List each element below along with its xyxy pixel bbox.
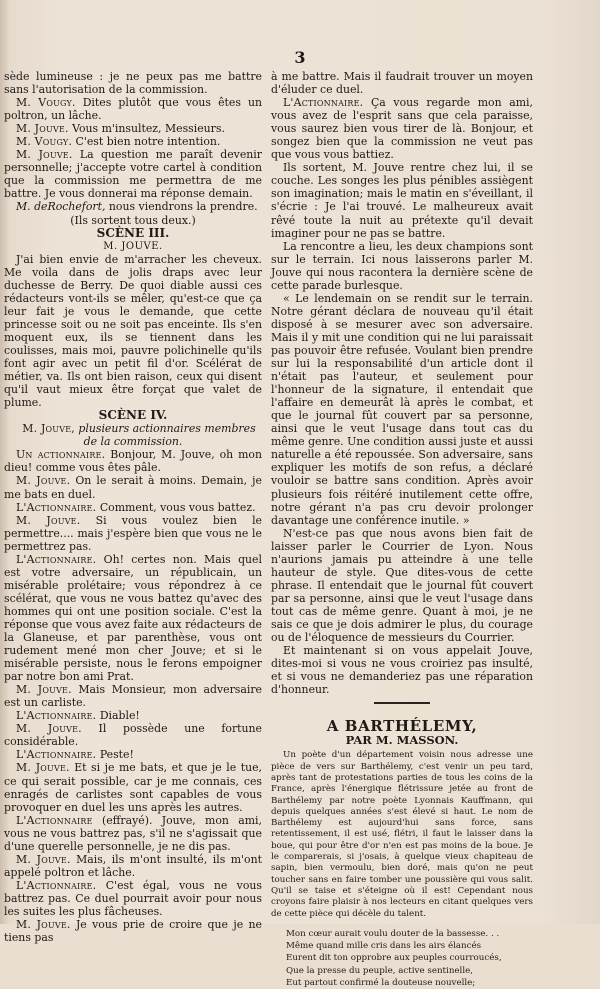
speaker-name: L'Actionnaire.: [16, 878, 97, 892]
verse-line: Même quand mille cris dans les airs élancés: [286, 941, 482, 952]
page-number: 3: [294, 48, 306, 67]
paragraph: « Le lendemain on se rendit sur le terrain. Notre gérant déclara de nouveau qu'il était disposé à se mesurer avec son adversaire. Mais il y mit une condition qui ne lui paraissait pas pouvoir être refusée. Voulant bien prendre sur lui la responsabilité d'un article dont il n'était pas l'auteur, et seulement pour l'honneur de la signature, il entendait que l'affaire en demeurât là après le combat, et que le journal fût couvert par sa personne, ainsi que le veut l'usage dans tout cas du même genre. Une condition aussi juste et aussi naturelle a été repoussée. Son adversaire, sans expliquer les motifs de son refus, a déclaré vouloir se battre sans condition. Après avoir plusieurs fois réitéré inutilement cette offre, notre gérant n'a pas cru devoir prolonger davantage une conférence inutile. »: [271, 291, 533, 527]
speaker-name: M. Jouve.: [16, 683, 72, 697]
scene-heading: SCÈNE IV.: [98, 408, 168, 423]
dialogue-line: M. Vougy. Dites plutôt que vous êtes un poltron, un lâche.: [4, 96, 262, 123]
poem-author: PAR M. MASSON.: [345, 733, 459, 748]
dialogue-line: L'Actionnaire. C'est égal, vous ne vous battrez pas. Ce duel pourrait avoir pour nous les suites les plus fâcheuses.: [4, 878, 262, 918]
verse-line: Mon cœur aurait voulu douter de la bassesse. . .: [286, 928, 500, 939]
speaker-name: M. Jouve.: [16, 918, 71, 932]
paragraph: Et maintenant si on vous appelait Jouve, dites-moi si vous ne vous croiriez pas insulté, et si vous ne demanderiez pas une réparation d'honneur.: [271, 644, 533, 697]
verse-line: Eut partout confirmé la douteuse nouvelle;: [286, 977, 476, 988]
left-column: [4, 70, 262, 944]
dialogue-line: L'Actionnaire. Comment, vous vous battez.: [16, 500, 256, 514]
poem-verses: [271, 928, 533, 989]
paragraph: J'ai bien envie de m'arracher les cheveux. Me voila dans de jolis draps avec leur duchesse de Berry. De quoi diable aussi ces rédacteurs vont-ils se mêler, qu'est-ce que ça leur fait je vous le demande, que cette princesse soit ou ne soit pas enceinte. Ils s'en moquent eux, ils se tiennent dans les coulisses, mais moi, pauvre polichinelle qu'ils font agir avec un petit fil d'or. Scélérat de métier, va. Ils ont bien raison, ceux qui disent qu'il vaut mieux être forçat que valet de plume.: [4, 252, 262, 410]
speaker-name: L'Actionnaire.: [16, 500, 97, 514]
speaker-name: M. Jouve.: [16, 474, 71, 488]
dialogue-line: L'Actionnaire. Diable!: [16, 709, 140, 723]
dialogue-line: M. Vougy. C'est bien notre intention.: [16, 135, 221, 149]
dialogue-line: L'Actionnaire. Peste!: [16, 748, 134, 762]
paragraph: Ils sortent, M. Jouve rentre chez lui, il se couche. Les songes les plus pénibles assiègent son imagination; mais le matin en s'éveillant, il s'écrie : Je l'ai trouvé. Le malheureux avait rêvé toute la nuit au prétexte qu'il devait imaginer pour ne pas se battre.: [271, 161, 533, 240]
scene-heading: SCÈNE III.: [96, 225, 170, 240]
poem-title: A BARTHÉLEMY,: [326, 717, 478, 736]
paragraph: sède lumineuse : je ne peux pas me battre sans l'autorisation de la commission.: [4, 70, 262, 97]
speaker-name: M. Jouve.: [16, 148, 73, 162]
poem-introduction: Un poète d'un département voisin nous adresse une pièce de vers sur Barthélemy, c'est venir un peu tard, après tant de protestations parties de tous les coins de la France, après l'énergique flétrissure jetée au front de Barthélemy par notre poète Lyonnais Kauffmann, qui depuis quelques années s'est élevé si haut. Le nom de Barthélemy est aujourd'hui sans force, sans retentissement, il est usé, flétri, il faut le laisser dans la boue, qui pour être d'or n'en est pas moins de la boue. Je le comparerais, si j'osais, à quelque vieux chapiteau de sapin, bien vermoulu, bien doré, mais qu'on ne peut toucher sans en faire tomber une poussière qui vous salit. Qu'il se taise et s'éteigne où il est! Cependant nous croyons faire plaisir à nos lecteurs en citant quelques vers de cette pièce qui décèle du talent.: [271, 750, 533, 919]
dialogue-line: Un actionnaire. Bonjour, M. Jouve, oh mon dieu! comme vous êtes pâle.: [4, 448, 262, 475]
speaker-name: L'Actionnaire.: [16, 552, 97, 566]
speaker-name: M. Jouve.: [16, 722, 82, 736]
dialogue-line: M. Jouve. Si vous voulez bien le permettre.... mais j'espère bien que vous ne le permettrez pas.: [4, 513, 263, 553]
dialogue-line: M. Jouve. Vous m'insultez, Messieurs.: [16, 122, 225, 136]
speaker-name: L'Actionnaire.: [16, 709, 97, 723]
verse-line: Que la presse du peuple, active sentinelle,: [286, 965, 474, 976]
dialogue-line: M. Jouve. Mais, ils m'ont insulté, ils m'ont appelé poltron et lâche.: [4, 852, 262, 879]
speaker-name: L'Actionnaire: [16, 813, 93, 827]
paragraph: N'est-ce pas que nous avons bien fait de laisser parler le Courrier de Lyon. Nous n'aurions jamais pu atteindre à une telle hauteur de style. Que dites-vous de cette phrase. Il entendait que le journal fût couvert par sa personne, ainsi que le veut l'usage dans tout cas de même genre. Quant à moi, je ne sais ce que je dois admirer le plus, du courage ou de l'éloquence de messieurs du Courrier.: [271, 526, 533, 645]
speaker-name: L'Actionnaire.: [283, 96, 364, 110]
scene-persona: M. JOUVE.: [103, 240, 163, 252]
speaker-name: M. Jouve.: [16, 852, 71, 866]
dialogue-line: M. Jouve. Mais Monsieur, mon adversaire est un carliste.: [4, 683, 262, 710]
speaker-name: M. Jouve.: [16, 513, 81, 527]
dialogue-line: M. Jouve. Je vous prie de croire que je ne tiens pas: [4, 918, 262, 945]
speaker-name: Un actionnaire.: [16, 448, 106, 462]
stage-direction: (Ils sortent tous deux.): [70, 213, 196, 227]
dialogue-line: L'Actionnaire. Ça vous regarde mon ami, vous avez de l'esprit sans que cela paraisse, vous saurez bien vous tirer de là. Bonjour, et songez bien que la commission ne veut pas que vous vous battiez.: [271, 96, 533, 162]
dialogue-line: M. Jouve. On le serait à moins. Demain, je me bats en duel.: [4, 474, 263, 501]
speaker-name: M. Vougy.: [16, 96, 76, 110]
paragraph: à me battre. Mais il faudrait trouver un moyen d'éluder ce duel.: [271, 70, 533, 97]
speaker-name: M. Vougy.: [16, 135, 73, 149]
dialogue-line: M. Jouve. Et si je me bats, et que je le tue, ce qui serait possible, car je me connais, ces enragés de carlistes sont capables de vous provoquer en duel les uns après les autres.: [4, 761, 262, 814]
paragraph: La rencontre a lieu, les deux champions sont sur le terrain. Ici nous laisserons parler M. Jouve qui nous racontera la dernière scène de cette parade burlesque.: [271, 239, 533, 292]
speaker-name: M. deRochefort,: [16, 200, 106, 214]
dialogue-line: L'Actionnaire (effrayé). Jouve, mon ami, vous ne vous battrez pas, s'il ne s'agissait que d'une querelle personnelle, je ne dis pas.: [4, 813, 262, 853]
dialogue-line: M. deRochefort, nous viendrons la prendre.: [16, 200, 258, 214]
scene-persona: M. Jouve, plusieurs actionnaires membres de la commission.: [22, 422, 256, 449]
dialogue-line: M. Jouve. Il possède une fortune considérable.: [4, 722, 262, 749]
dialogue-line: M. Jouve. La question me paraît devenir personnelle; j'accepte votre cartel à condition que la commission me permettra de me battre. Je vous donnerai ma réponse demain.: [4, 148, 262, 201]
verse-line: Eurent dit ton opprobre aux peuples courroucés,: [286, 953, 502, 964]
section-divider: [374, 702, 430, 704]
speaker-name: M. Jouve.: [16, 122, 69, 136]
dialogue-line: L'Actionnaire. Oh! certes non. Mais quel est votre adversaire, un républicain, un misérable prolétaire; vous répondrez à ce scélérat, que vous ne vous battez qu'avec des hommes qui ont une position sociale. C'est la réponse que vous avez faite aux rédacteurs de la Glaneuse, et par parenthèse, vous ont rudement mené mon cher Jouve; et si le misérable persiste, nous le ferons empoigner par notre bon ami Prat.: [4, 552, 262, 684]
speaker-name: L'Actionnaire.: [16, 748, 97, 762]
speaker-name: M. Jouve.: [16, 761, 70, 775]
right-column: [271, 70, 533, 989]
